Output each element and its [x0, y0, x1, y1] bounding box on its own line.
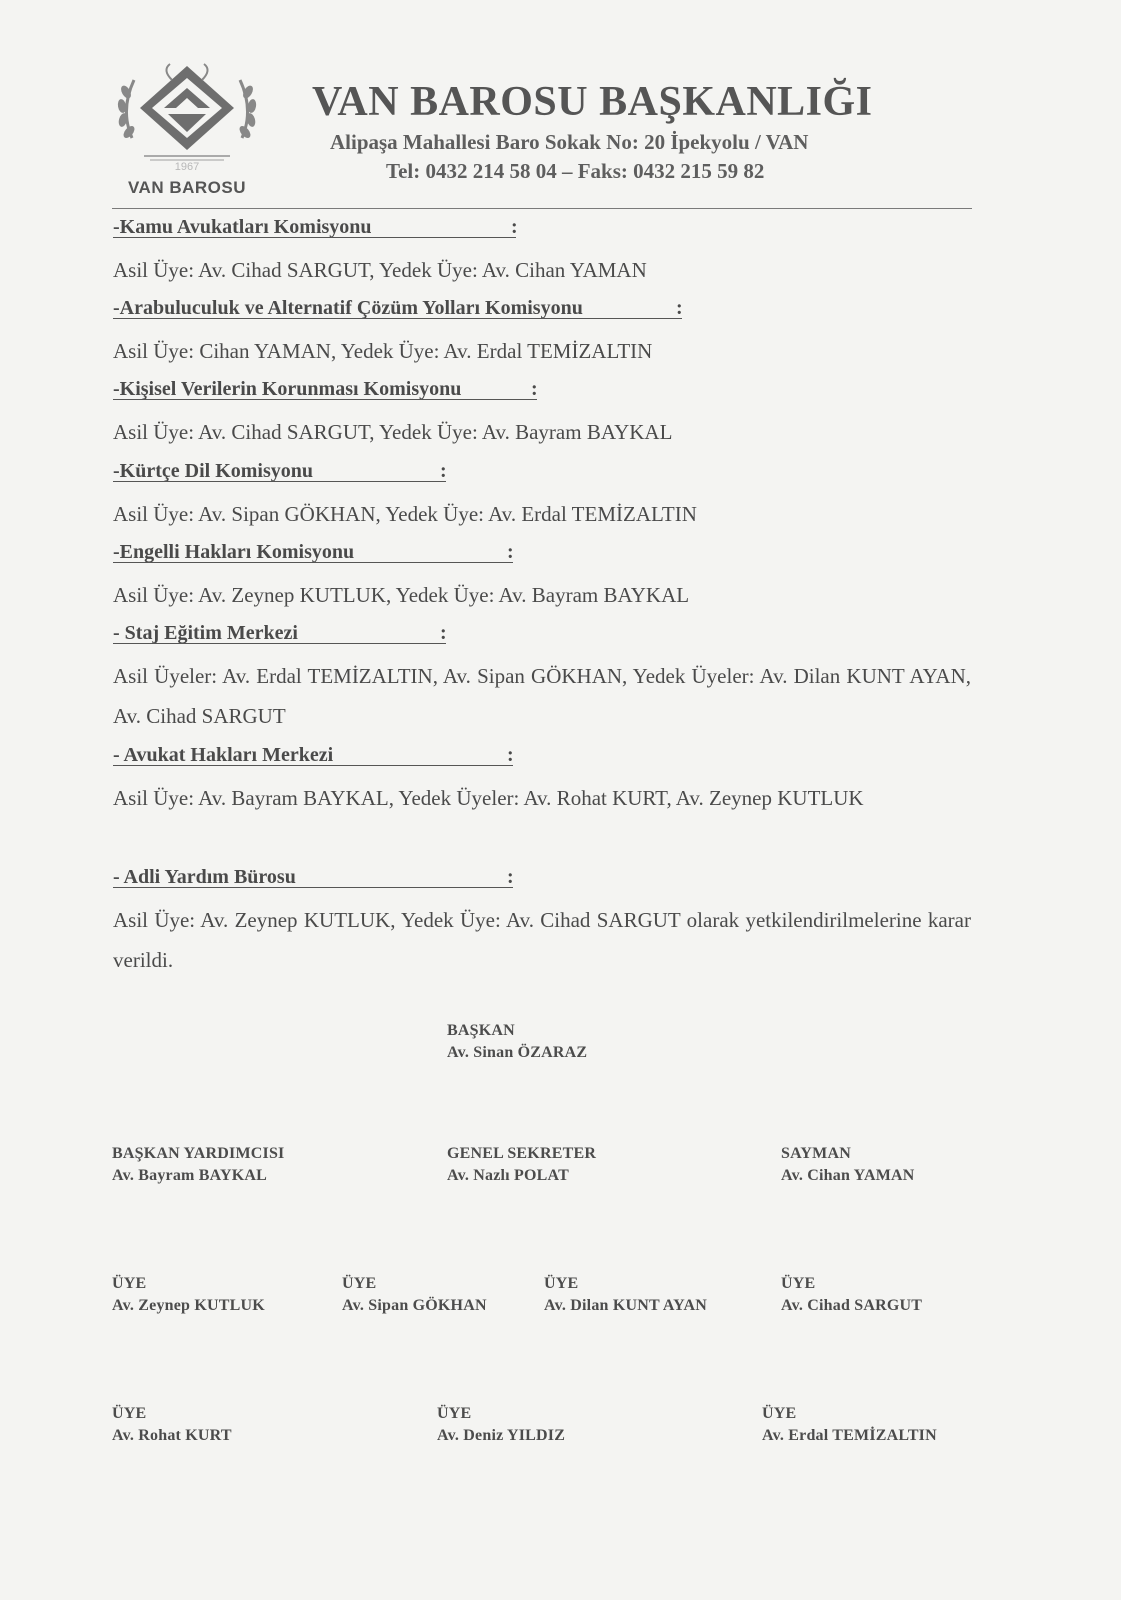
logo-name: VAN BAROSU [127, 178, 247, 197]
section-text: Asil Üye: Av. Zeynep KUTLUK, Yedek Üye: Av. Bayram BAYKAL [113, 583, 690, 607]
signature-uye [342, 1273, 487, 1317]
section-text: Asil Üye: Av. Bayram BAYKAL, Yedek Üyeler: Av. Rohat KURT, Av. Zeynep KUTLUK [113, 786, 864, 810]
signature-role: GENEL SEKRETER [447, 1145, 597, 1162]
signature-role: BAŞKAN [447, 1022, 515, 1039]
signature-role: SAYMAN [781, 1145, 851, 1162]
signature-uye [781, 1273, 922, 1317]
section-kisisel-veriler [113, 376, 971, 452]
section-arabuluculuk [113, 295, 971, 371]
section-text: Asil Üye: Av. Zeynep KUTLUK, Yedek Üye: Av. Cihad SARGUT olarak yetkilendirilmelerine karar verildi. [113, 908, 971, 972]
logo-year: 1967 [174, 161, 200, 173]
signature-name: Av. Rohat KURT [112, 1427, 232, 1444]
section-colon: : [507, 866, 514, 888]
section-text: Asil Üye: Cihan YAMAN, Yedek Üye: Av. Erdal TEMİZALTIN [113, 339, 653, 363]
header-divider [112, 208, 972, 209]
signature-role: ÜYE [762, 1405, 797, 1422]
title-underline [113, 481, 446, 482]
signature-uye [762, 1403, 937, 1447]
signature-name: Av. Dilan KUNT AYAN [544, 1297, 707, 1314]
signature-name: Av. Erdal TEMİZALTIN [762, 1427, 937, 1444]
title-underline [113, 887, 513, 888]
signature-uye [437, 1403, 565, 1447]
section-colon: : [676, 297, 683, 319]
section-colon: : [507, 744, 514, 766]
section-title: - Staj Eğitim Merkezi [113, 622, 298, 644]
signature-uye [112, 1273, 265, 1317]
section-text: Asil Üyeler: Av. Erdal TEMİZALTIN, Av. Sipan GÖKHAN, Yedek Üyeler: Av. Dilan KUNT AYAN, Av. Cihad SARGUT [113, 664, 971, 728]
title-underline [113, 318, 682, 319]
section-text: Asil Üye: Av. Sipan GÖKHAN, Yedek Üye: Av. Erdal TEMİZALTIN [113, 502, 697, 526]
section-text: Asil Üye: Av. Cihad SARGUT, Yedek Üye: Av. Cihan YAMAN [113, 258, 647, 282]
bar-association-logo [112, 60, 262, 200]
signature-sayman [781, 1143, 915, 1187]
signature-baskan-yardimcisi [112, 1143, 284, 1187]
title-underline [113, 237, 516, 238]
signature-role: BAŞKAN YARDIMCISI [112, 1145, 285, 1162]
section-staj-egitim [113, 620, 971, 736]
section-colon: : [440, 622, 447, 644]
section-kamu-avukatlari [113, 214, 971, 290]
title-underline [113, 765, 513, 766]
bar-emblem-icon [112, 60, 262, 170]
section-colon: : [531, 378, 538, 400]
section-title: -Kamu Avukatları Komisyonu [113, 216, 372, 238]
signature-name: Av. Sipan GÖKHAN [342, 1297, 487, 1314]
signature-baskan [447, 1020, 587, 1064]
section-colon: : [507, 541, 514, 563]
signature-name: Av. Cihad SARGUT [781, 1297, 923, 1314]
section-colon: : [511, 216, 518, 238]
signature-role: ÜYE [342, 1275, 377, 1292]
signature-name: Av. Zeynep KUTLUK [112, 1297, 265, 1314]
section-title: -Kürtçe Dil Komisyonu [113, 460, 313, 482]
section-title: -Arabuluculuk ve Alternatif Çözüm Yolları Komisyonu [113, 297, 583, 319]
letterhead-title: VAN BAROSU BAŞKANLIĞI [312, 79, 873, 125]
letterhead-address: Alipaşa Mahallesi Baro Sokak No: 20 İpekyolu / VAN [330, 130, 809, 154]
signature-name: Av. Nazlı POLAT [447, 1167, 569, 1184]
signature-role: ÜYE [437, 1405, 472, 1422]
section-title: -Engelli Hakları Komisyonu [113, 541, 355, 563]
section-kurtce-dil [113, 458, 971, 534]
signature-name: Av. Deniz YILDIZ [437, 1427, 566, 1444]
section-avukat-haklari [113, 742, 971, 818]
signature-role: ÜYE [544, 1275, 579, 1292]
letterhead-contact: Tel: 0432 214 58 04 – Faks: 0432 215 59 82 [386, 159, 765, 183]
section-title: - Adli Yardım Bürosu [113, 866, 296, 888]
title-underline [113, 562, 513, 563]
section-title: - Avukat Hakları Merkezi [113, 744, 334, 766]
signature-role: ÜYE [112, 1405, 147, 1422]
signature-genel-sekreter [447, 1143, 596, 1187]
signature-name: Av. Cihan YAMAN [781, 1167, 915, 1184]
section-colon: : [440, 460, 447, 482]
signature-uye [544, 1273, 707, 1317]
section-title: -Kişisel Verilerin Korunması Komisyonu [113, 378, 462, 400]
signature-name: Av. Sinan ÖZARAZ [447, 1044, 588, 1061]
section-text: Asil Üye: Av. Cihad SARGUT, Yedek Üye: Av. Bayram BAYKAL [113, 420, 673, 444]
signature-role: ÜYE [781, 1275, 816, 1292]
title-underline [113, 643, 446, 644]
section-engelli-haklari [113, 539, 971, 615]
title-underline [113, 399, 537, 400]
signature-name: Av. Bayram BAYKAL [112, 1167, 267, 1184]
section-adli-yardim [113, 864, 971, 980]
signature-role: ÜYE [112, 1275, 147, 1292]
signature-uye [112, 1403, 232, 1447]
